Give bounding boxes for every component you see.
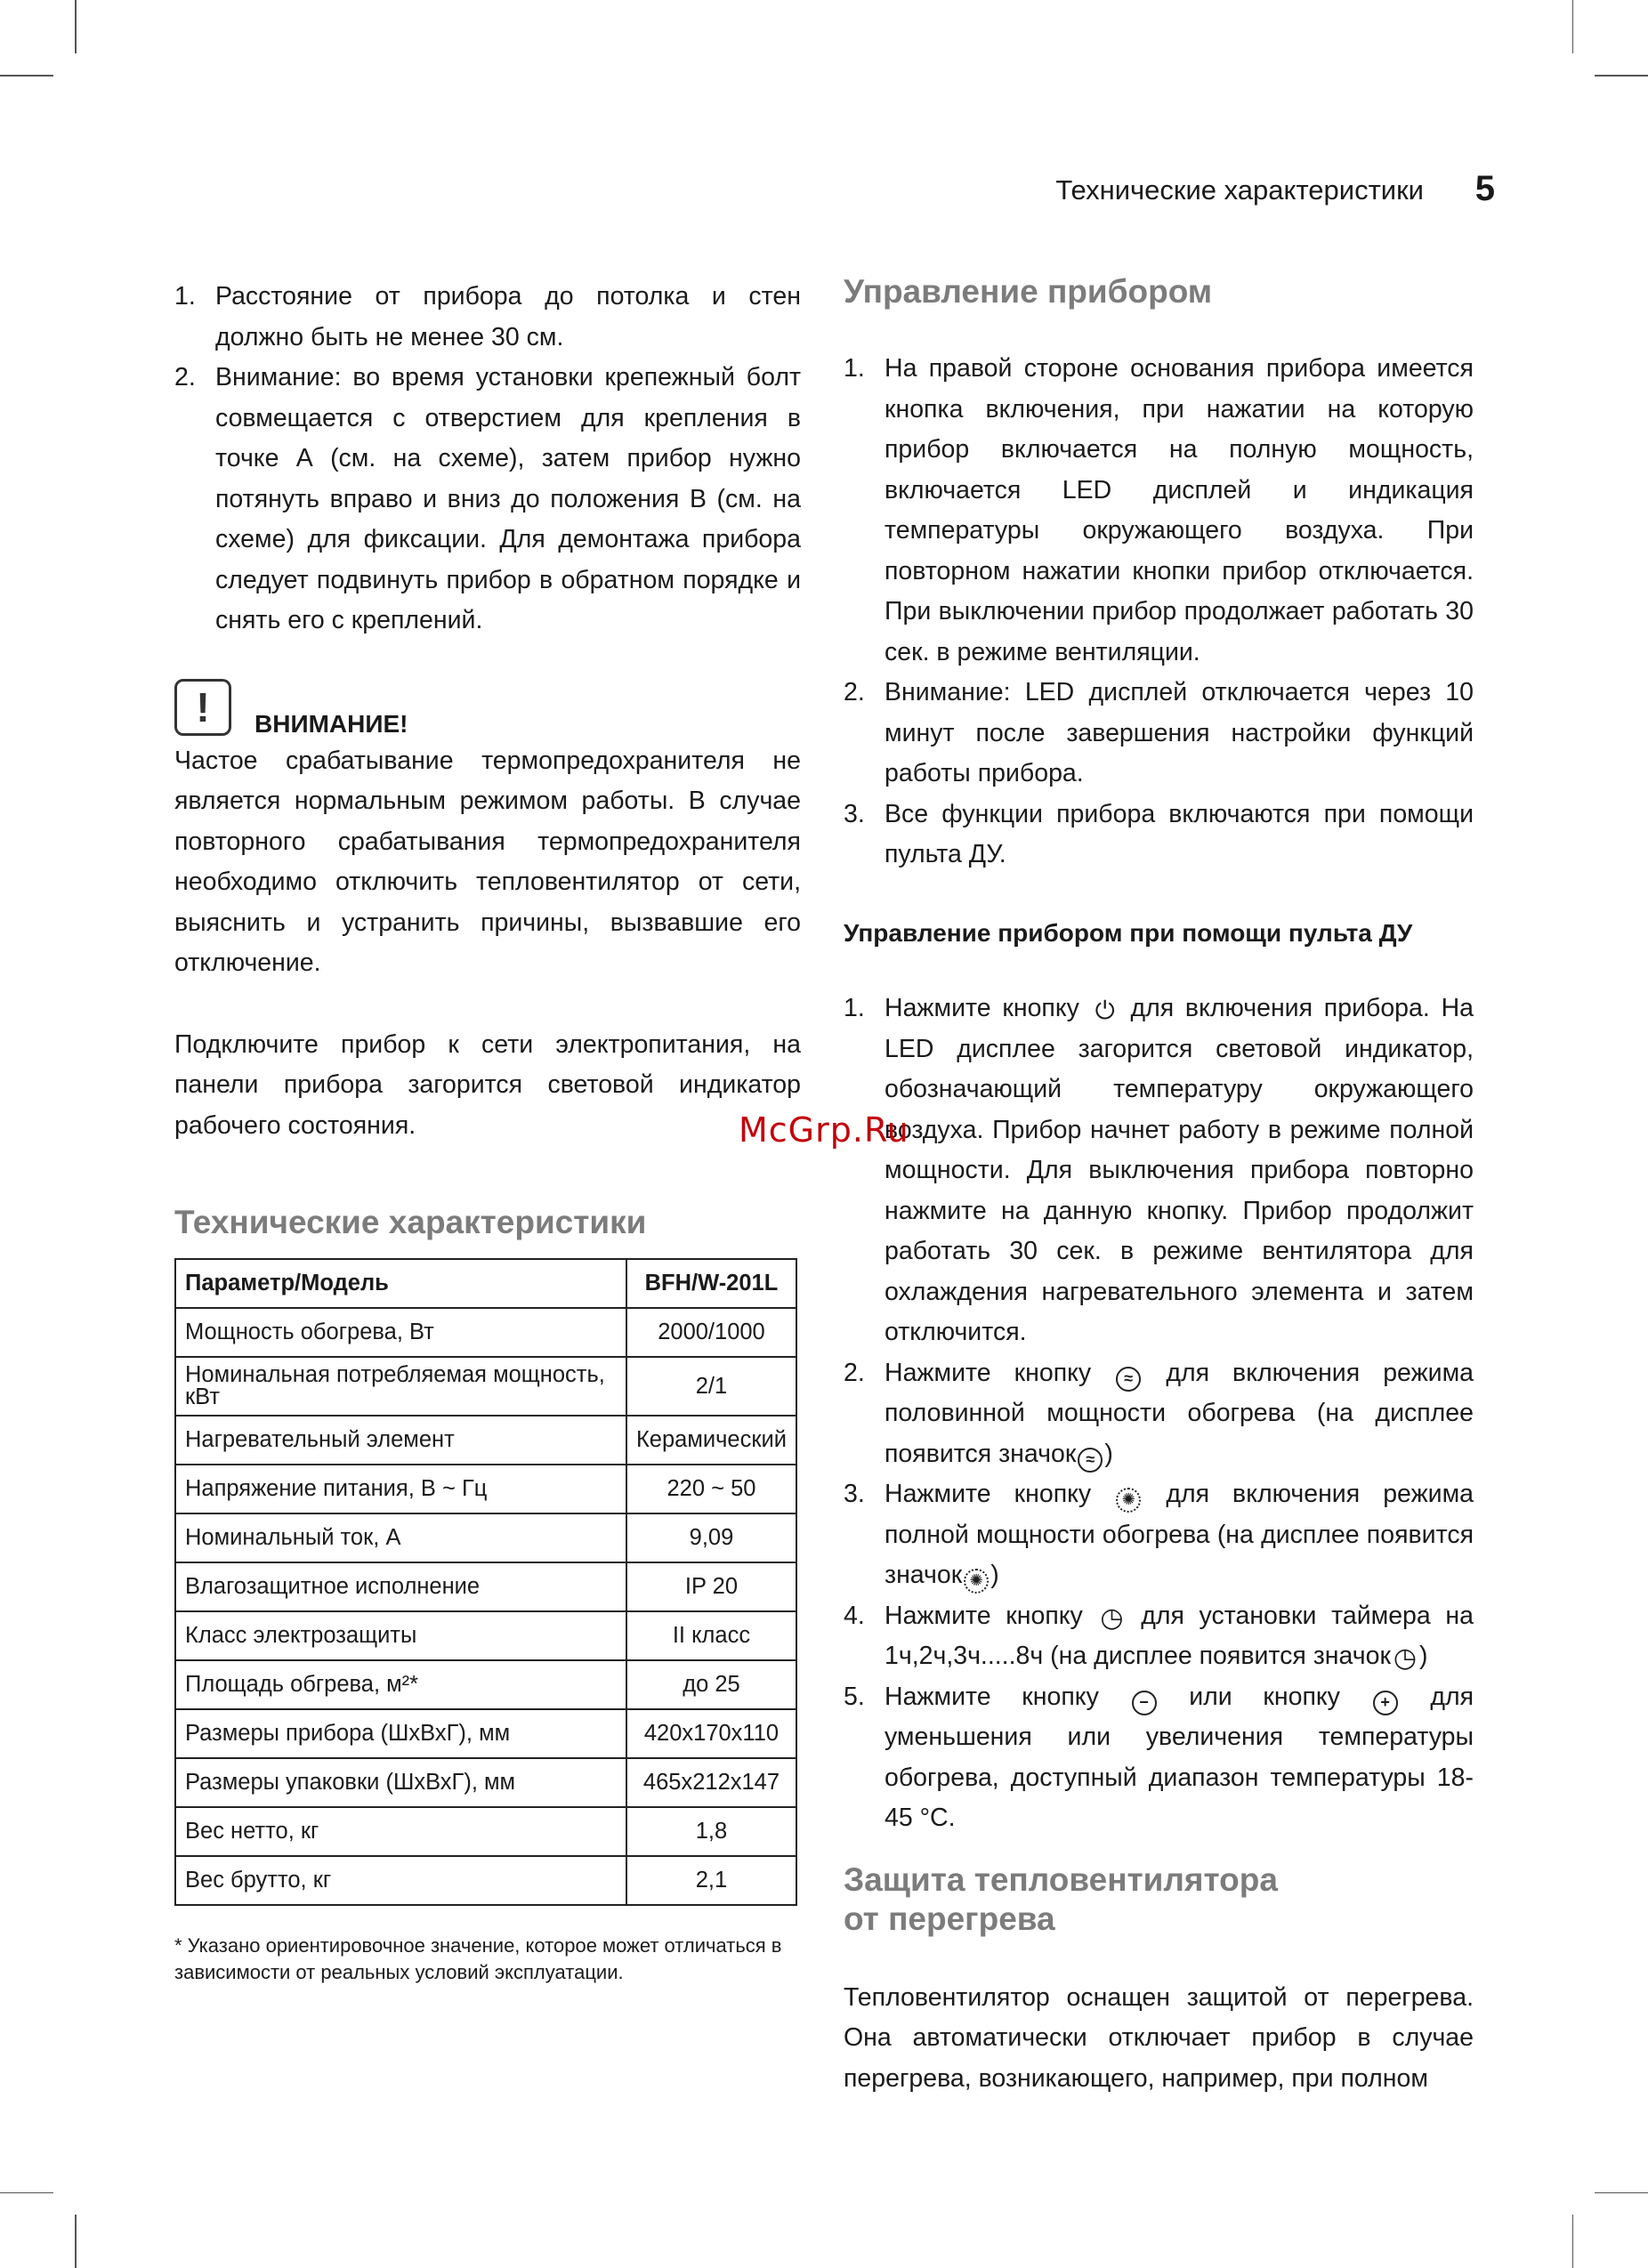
protection-text: Тепловентилятор оснащен защитой от перегрева. Она автоматически отключает прибор в случае перегрева, возникающего, например, при полном	[844, 1982, 1474, 2093]
table-row: Размеры прибора (ШхВхГ), мм 420x170x110	[175, 1709, 796, 1758]
control-list	[844, 349, 1474, 876]
half-power-icon: ≈	[1078, 1448, 1103, 1473]
full-power-icon: ✺	[964, 1569, 989, 1594]
crop-mark	[0, 2192, 53, 2194]
list-item: 1. Нажмите кнопку ⏻ для включения прибора. На LED дисплее загорится световой индикатор, обозначающий температуру окружающего воздуха. Прибор начнет работу в режиме полной мощности. Для выключения прибора повторно нажмите на данную кнопку. Прибор продолжит работать 30 сек. в режиме вентилятора для охлаждения нагревательного элемента и затем отключится.	[844, 994, 1474, 1346]
table-row: Размеры упаковки (ШхВхГ), мм 465x212x147	[175, 1758, 796, 1807]
table-row: Номинальный ток, А 9,09	[175, 1513, 796, 1562]
minus-icon: −	[1132, 1691, 1157, 1715]
running-header-title: Технические характеристики	[1055, 174, 1424, 206]
full-power-icon: ✺	[1116, 1488, 1141, 1513]
plus-icon: +	[1373, 1691, 1398, 1715]
right-column	[844, 272, 1474, 2099]
watermark: McGrp.Ru	[739, 1110, 909, 1150]
control-heading: Управление прибором	[844, 273, 1213, 310]
warning-title: ВНИМАНИЕ!	[254, 709, 408, 738]
remote-heading: Управление прибором при помощи пульта ДУ	[844, 918, 1413, 947]
table-header-row	[175, 1259, 796, 1308]
list-item: 4. Нажмите кнопку ◷ для установки таймера на 1ч,2ч,3ч.....8ч (на дисплее появится значок◷ )	[844, 1601, 1474, 1673]
specs-heading: Технические характеристики	[174, 1204, 647, 1240]
table-row: Площадь обгрева, м²* до 25	[175, 1660, 796, 1709]
footnote: * Указано ориентировочное значение, которое может отличаться в зависимости от реальных условий эксплуатации.	[174, 1934, 782, 1983]
power-icon: ⏻	[1095, 997, 1115, 1024]
list-item: 2. Нажмите кнопку ≈ для включения режима половинной мощности обогрева (на дисплее появится значок ≈ )	[844, 1353, 1474, 1475]
list-item: 2. Внимание: LED дисплей отключается через 10 минут после завершения настройки функций работы прибора.	[844, 678, 1474, 787]
list-item: 3. Все функции прибора включаются при помощи пульта ДУ.	[844, 799, 1474, 868]
install-list	[174, 277, 801, 642]
table-row: Напряжение питания, В ~ Гц 220 ~ 50	[175, 1465, 796, 1513]
page-number: 5	[1474, 169, 1495, 208]
crop-mark	[1595, 75, 1648, 77]
list-item: 1. Расстояние от прибора до потолка и стен должно быть не менее 30 см.	[174, 282, 801, 351]
timer-icon: ◷	[1393, 1643, 1418, 1673]
crop-mark	[0, 75, 53, 77]
connect-text: Подключите прибор к сети электропитания, на панели прибора загорится световой индикатор рабочего состояния.	[174, 1029, 801, 1140]
warning-icon: !	[174, 679, 231, 736]
crop-mark	[75, 0, 77, 53]
table-row: Влагозащитное исполнение IP 20	[175, 1562, 796, 1611]
table-row: Нагревательный элемент Керамический	[175, 1416, 796, 1465]
list-item: 3. Нажмите кнопку ✺ для включения режима полной мощности обогрева (на дисплее появится значок ✺ )	[844, 1474, 1474, 1596]
list-item: 5. Нажмите кнопку − или кнопку + для уменьшения или увеличения температуры обогрева, доступный диапазон температуры 18-45 °С.	[844, 1682, 1474, 1832]
warning-text: Частое срабатывание термопредохранителя не является нормальным режимом работы. В случае повторного срабатывания термопредохранителя необходимо отключить тепловентилятор от сети, выяснить и устранить причины, вызвавшие его отключение.	[174, 746, 801, 977]
table-row: Номинальная потребляемая мощность, кВт 2/1	[175, 1357, 796, 1416]
crop-mark	[75, 2215, 77, 2268]
remote-list	[844, 989, 1474, 1839]
protection-heading: Защита тепловентилятора от перегрева	[844, 1860, 1278, 1937]
table-row: Мощность обогрева, Вт 2000/1000	[175, 1308, 796, 1357]
table-row: Вес брутто, кг 2,1	[175, 1856, 796, 1905]
warning-block	[174, 679, 801, 741]
timer-icon: ◷	[1100, 1602, 1124, 1633]
list-item: 2. Внимание: во время установки крепежный болт совмещается с отверстием для крепления в точке А (см. на схеме), затем прибор нужно потянуть вправо и вниз до положения В (см. на схеме) для фиксации. Для демонтажа прибора следует подвинуть прибор в обратном порядке и снять его с креплений.	[174, 363, 801, 634]
crop-mark	[1595, 2192, 1648, 2194]
table-header-cell: Параметр/Модель	[175, 1259, 626, 1308]
half-power-icon: ≈	[1116, 1367, 1141, 1392]
list-item: 1. На правой стороне основания прибора имеется кнопка включения, при нажатии на которую прибор включается на полную мощность, включается LED дисплей и индикация температуры окружающего воздуха. При повторном нажатии кнопки прибор отключается. При выключении прибор продолжает работать 30 сек. в режиме вентиляции.	[844, 354, 1474, 666]
table-header-cell: BFH/W-201L	[626, 1259, 796, 1308]
table-row: Класс электрозащиты II класс	[175, 1611, 796, 1660]
specs-table	[174, 1258, 797, 1906]
left-column	[174, 277, 801, 1986]
table-row: Вес нетто, кг 1,8	[175, 1807, 796, 1856]
crop-mark	[1572, 0, 1574, 53]
crop-mark	[1572, 2215, 1574, 2268]
